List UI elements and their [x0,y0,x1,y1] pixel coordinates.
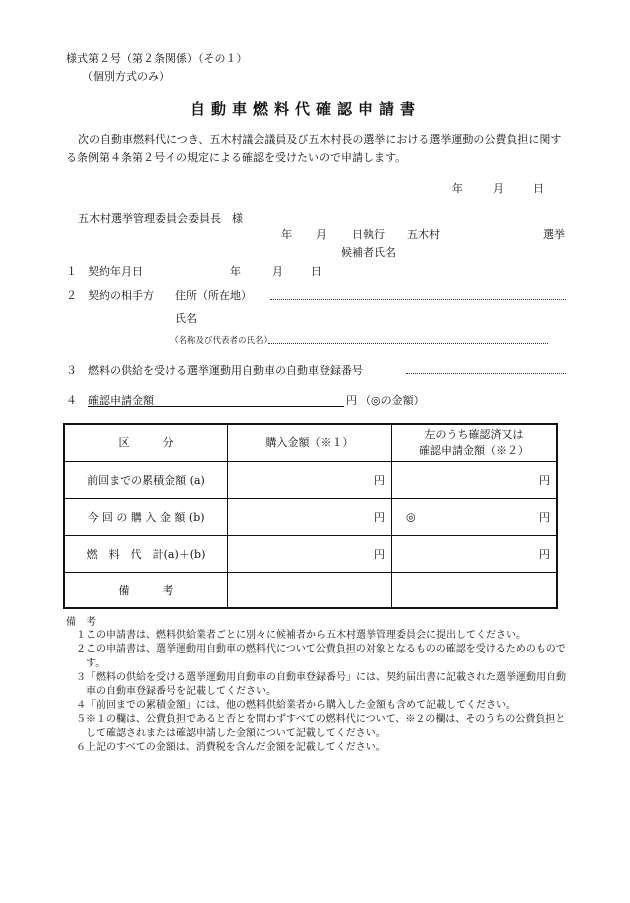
item4-number: ４ [66,394,77,407]
table-row [64,461,557,498]
date-month: 月 [493,182,504,195]
yen-unit: 円 [539,510,550,524]
note-item: ５ ※１の欄は、公費負担であると否とを問わずすべての燃料代について、※２の欄は、そのうちの公費負担として確認されまたは確認申請した金額について記載してください。 [76,714,566,739]
item2-name-label: 氏名 [175,312,197,325]
header-confirmed-line2: 確認申請金額（※２） [419,443,529,457]
double-circle-marker: ◎ [406,510,416,523]
page-title: 自動車燃料代確認申請書 [190,100,422,118]
header-confirmed-line1: 左のうち確認済又は [424,427,524,441]
yen-unit: 円 [374,547,385,561]
table-header-row [64,424,557,461]
notes-heading: 備 考 [66,617,96,628]
date-day: 日 [533,182,544,195]
yen-unit: 円 [539,473,550,487]
fees-table [63,423,558,609]
election-month: 月 [316,228,327,241]
item4-label: 確認申請金額 [88,394,154,407]
addressee: 五木村選挙管理委員会委員長 様 [78,212,243,225]
item4-amount-field[interactable] [88,392,344,407]
item4-yen: 円 [346,394,357,407]
cumulative-confirmed-cell[interactable] [392,461,558,498]
total-confirmed-cell[interactable] [392,535,558,572]
note-item: ２ この申請書は、選挙運動用自動車の燃料代について公費負担の対象となるものの確認を受けるためのものです。 [76,644,566,669]
name-field-line[interactable] [268,343,548,344]
row-label-cumulative: 前回までの累積金額 (a) [64,461,228,498]
item2-address-label: 住所（所在地） [175,289,252,302]
item3-label: 燃料の供給を受ける選挙運動用自動車の自動車登録番号 [88,364,363,377]
election-day-held: 日執行 [352,228,385,241]
yen-unit: 円 [374,473,385,487]
row-label-current: 今 回 の 購 入 金 額 (b) [64,498,228,535]
election-village: 五木村 [407,228,440,241]
remarks-cell[interactable] [228,572,392,608]
header-purchase: 購入金額（※１） [228,424,392,461]
yen-unit: 円 [374,510,385,524]
item3-number: ３ [66,364,77,377]
candidate-name-label: 候補者氏名 [341,246,396,259]
election-type: 選挙 [543,228,565,241]
table-row [64,498,557,535]
address-field-line[interactable] [270,299,566,300]
table-row [64,572,557,608]
item1-year: 年 [230,265,241,278]
item2-name-note: （名称及び代表者の氏名） [170,336,273,346]
row-label-remarks: 備 考 [64,572,228,608]
intro-paragraph: 次の自動車燃料代につき、五木村議会議員及び五木村長の選挙における選挙運動の公費負担に関する条例第４条第２号イの規定による確認を受けたいので申請します。 [66,133,562,164]
cumulative-purchase-cell[interactable] [228,461,392,498]
remarks-cell-2[interactable] [392,572,558,608]
item2-number: ２ [66,289,77,302]
registration-number-field-line[interactable] [406,373,566,374]
election-year: 年 [281,228,292,241]
form-subtitle: （個別方式のみ） [82,70,170,83]
item1-label: 契約年月日 [88,265,143,278]
table-row [64,535,557,572]
form-number: 様式第２号（第２条関係）（その１） [66,52,248,65]
current-purchase-cell[interactable] [228,498,392,535]
item1-month: 月 [272,265,283,278]
item2-label: 契約の相手方 [88,289,154,302]
note-item: ４ 「前回までの累積金額」には、他の燃料供給業者から購入した金額も含めて記載してください。 [76,700,516,711]
notes-list [66,629,572,755]
note-item: ３ 「燃料の供給を受ける選挙運動用自動車の自動車登録番号」には、契約届出書に記載された選挙運動用自動車の自動車登録番号を記載してください。 [76,672,566,697]
note-item: １ この申請書は、燃料供給業者ごとに別々に候補者から五木村選挙管理委員会に提出してください。 [76,630,526,641]
note-item: ６ 上記のすべての金額は、消費税を含んだ金額を記載してください。 [76,742,386,753]
total-purchase-cell[interactable] [228,535,392,572]
header-confirmed [392,424,558,461]
item1-number: １ [66,265,77,278]
current-confirmed-cell[interactable] [392,498,558,535]
header-category: 区 分 [64,424,228,461]
yen-unit: 円 [539,547,550,561]
item1-day: 日 [311,265,322,278]
item4-note: （◎の金額） [360,394,425,407]
row-label-total: 燃 料 代 計(a)＋(b) [64,535,228,572]
date-year: 年 [452,182,463,195]
